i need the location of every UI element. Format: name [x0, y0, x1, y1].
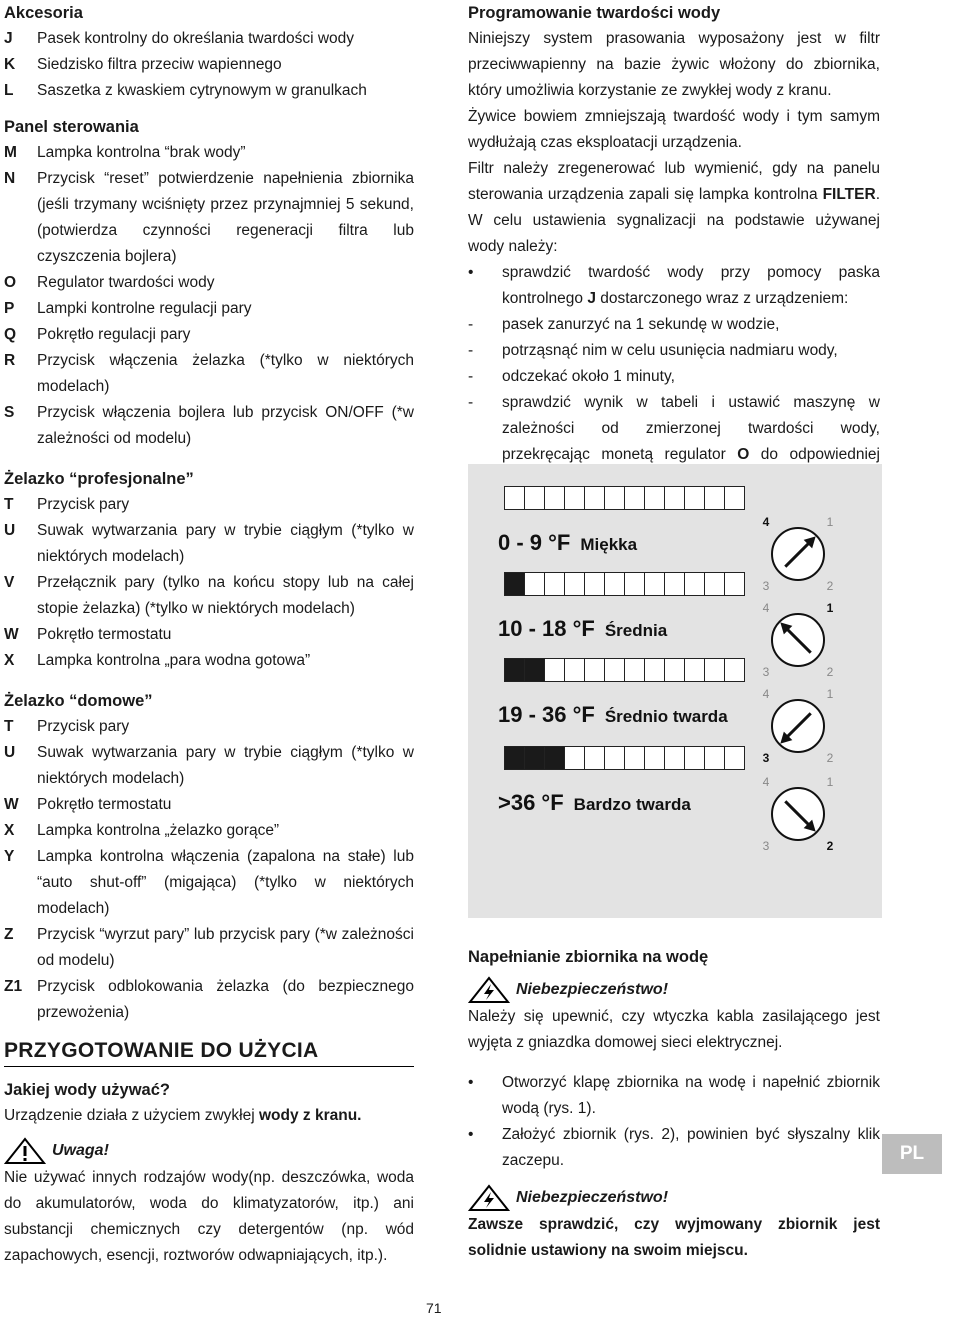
strip-cell [645, 573, 665, 595]
strip-cell [525, 659, 545, 681]
strip-cell [545, 487, 565, 509]
svg-text:2: 2 [826, 751, 834, 765]
strip-cell [725, 487, 744, 509]
language-tab: PL [882, 1134, 942, 1174]
strip-cell [505, 747, 525, 769]
hardness-name: Miękka [580, 535, 638, 554]
item-text: Przycisk “reset” potwierdzenie napełnienia zbiornika (jeśli trzymany wciśnięty przez przynajmniej 5 sekund, (potwierdza czynności regeneracji filtra lub czyszczenia bojlera) [37, 170, 414, 265]
item-key: J [4, 30, 13, 47]
home-iron-list [4, 714, 414, 1026]
hardness-band [498, 702, 728, 728]
item-key: M [4, 144, 17, 161]
home-iron-item [4, 844, 414, 922]
pro-iron-item [4, 570, 414, 622]
home-iron-title: Żelazko “domowe” [4, 692, 153, 710]
hardness-name: Średnia [604, 621, 668, 640]
left-column [4, 0, 414, 1269]
danger2-text: Zawsze sprawdzić, czy wyjmowany zbiornik jest solidnie ustawiony na swoim miejscu. [468, 1216, 880, 1259]
danger-text: Należy się upewnić, czy wtyczka kabla zasilającego jest wyjęta z gniazdka domowej sieci elektrycznej. [468, 1008, 880, 1051]
strip-cell [685, 573, 705, 595]
strip-cell [565, 487, 585, 509]
svg-text:4: 4 [762, 515, 770, 529]
water-line: Urządzenie działa z użyciem zwykłej wody z kranu. [4, 1107, 362, 1124]
hardness-p3: Filtr należy zregenerować lub wymienić, gdy na panelu sterowania urządzenia zapali się lampka kontrolna FILTER. W celu ustawienia sygnalizacji na podstawie używanej wody należy: [468, 160, 880, 255]
control-item [4, 140, 414, 166]
item-text: Pokrętło termostatu [37, 626, 172, 643]
hardness-p1: Niniejszy system prasowania wyposażony jest w filtr przeciwwapienny na bazie żywic włożony do zbiornika, który umożliwia korzystanie ze zwykłej wody z kranu. [468, 30, 880, 99]
strip-cell [585, 659, 605, 681]
strip-cell [605, 573, 625, 595]
item-text: Przełącznik pary (tylko na końcu stopy lub na całej stopie żelazka) (*tylko w niektórych modelach) [37, 574, 414, 617]
pro-iron-list [4, 492, 414, 674]
hardness-band [498, 790, 691, 816]
strip-cell [645, 659, 665, 681]
item-key: T [4, 496, 14, 513]
section-divider [4, 1066, 414, 1067]
strip-cell [645, 747, 665, 769]
strip-cell [585, 573, 605, 595]
item-text: Przycisk pary [37, 496, 130, 513]
svg-text:2: 2 [826, 579, 834, 593]
item-text: Lampka kontrolna „żelazko gorące” [37, 822, 280, 839]
water-hardness-dial-icon [758, 686, 838, 766]
item-key: L [4, 82, 14, 99]
strip-cell [665, 573, 685, 595]
item-text: Przycisk odblokowania żelazka (do bezpiecznego przewożenia) [37, 978, 414, 1021]
item-key: X [4, 652, 15, 669]
item-text: Siedzisko filtra przeciw wapiennego [37, 56, 282, 73]
item-text: Saszetka z kwaskiem cytrynowym w granulkach [37, 82, 367, 99]
item-text: Regulator twardości wody [37, 274, 215, 291]
strip-cell [605, 747, 625, 769]
strip-cell [665, 747, 685, 769]
home-iron-item [4, 740, 414, 792]
control-panel-title: Panel sterowania [4, 118, 139, 136]
item-key: K [4, 56, 16, 73]
electric-hazard-icon [468, 976, 510, 1004]
item-key: V [4, 574, 15, 591]
item-key: X [4, 822, 15, 839]
pro-iron-item [4, 648, 414, 674]
accessory-item [4, 78, 414, 104]
strip-cell [565, 573, 585, 595]
water-hardness-dial-icon [758, 600, 838, 680]
home-iron-item [4, 922, 414, 974]
strip-cell [625, 487, 645, 509]
strip-cell [705, 487, 725, 509]
strip-cell [725, 659, 744, 681]
strip-cell [665, 487, 685, 509]
home-iron-item [4, 792, 414, 818]
strip-cell [685, 487, 705, 509]
hardness-name: Bardzo twarda [573, 795, 691, 814]
strip-cell [505, 487, 525, 509]
accessories-list [4, 26, 414, 104]
strip-cell [585, 747, 605, 769]
strip-cell [585, 487, 605, 509]
svg-text:2: 2 [826, 665, 834, 679]
strip-cell [625, 659, 645, 681]
test-strip [504, 658, 745, 682]
item-text: Przycisk pary [37, 718, 130, 735]
pro-iron-title: Żelazko “profesjonalne” [4, 470, 194, 488]
caution-text: Nie używać innych rodzajów wody(np. deszczówka, woda do akumulatorów, woda do klimatyzatorów, itp.) ani substancji chemicznych czy detergentów (np. wód zapachowych, esencji, roztworów odwapniających, itp.). [4, 1169, 414, 1264]
strip-cell [525, 747, 545, 769]
strip-cell [645, 487, 665, 509]
home-iron-item [4, 818, 414, 844]
svg-text:1: 1 [826, 601, 834, 615]
prep-title: PRZYGOTOWANIE DO UŻYCIA [4, 1039, 319, 1062]
item-key: W [4, 626, 19, 643]
accessories-title: Akcesoria [4, 4, 83, 22]
item-text: Lampka kontrolna włączenia (zapalona na stałe) lub “auto shut-off” (migająca) (*tylko w niektórych modelach) [37, 848, 414, 917]
item-key: U [4, 522, 16, 539]
electric-hazard-icon [468, 1184, 510, 1212]
pro-iron-item [4, 518, 414, 570]
item-key: R [4, 352, 16, 369]
control-item [4, 348, 414, 400]
danger-heading: Niebezpieczeństwo! [468, 976, 880, 1004]
strip-cell [605, 487, 625, 509]
control-item [4, 322, 414, 348]
home-iron-item [4, 714, 414, 740]
strip-cell [665, 659, 685, 681]
item-text: Suwak wytwarzania pary w trybie ciągłym (*tylko w niektórych modelach) [37, 744, 414, 787]
item-key: P [4, 300, 15, 317]
svg-text:3: 3 [762, 839, 770, 853]
strip-cell [545, 573, 565, 595]
hardness-title: Programowanie twardości wody [468, 4, 721, 22]
control-item [4, 296, 414, 322]
hardness-range: 0 - 9 °F [498, 530, 571, 555]
strip-cell [705, 573, 725, 595]
step-2: - potrząsnąć nim w celu usunięcia nadmiaru wody, [468, 342, 838, 359]
item-key: S [4, 404, 15, 421]
accessory-item [4, 26, 414, 52]
item-key: N [4, 170, 16, 187]
water-question: Jakiej wody używać? [4, 1081, 170, 1099]
item-key: Y [4, 848, 15, 865]
control-panel-list [4, 140, 414, 452]
fill-step-1: • Otworzyć klapę zbiornika na wodę i napełnić zbiornik wodą (rys. 1). [468, 1074, 880, 1117]
control-item [4, 400, 414, 452]
water-hardness-dial-icon [758, 514, 838, 594]
item-key: W [4, 796, 19, 813]
fill-title: Napełnianie zbiornika na wodę [468, 948, 709, 966]
warning-triangle-icon [4, 1137, 46, 1165]
strip-cell [545, 747, 565, 769]
svg-text:2: 2 [826, 839, 834, 853]
svg-text:1: 1 [826, 775, 834, 789]
page-number: 71 [426, 1300, 442, 1316]
step-1: - pasek zanurzyć na 1 sekundę w wodzie, [468, 316, 780, 333]
item-text: Lampka kontrolna „para wodna gotowa” [37, 652, 311, 669]
right-column [468, 0, 880, 494]
item-text: Przycisk włączenia bojlera lub przycisk ON/OFF (*w zależności od modelu) [37, 404, 414, 447]
control-item [4, 166, 414, 270]
item-key: Q [4, 326, 17, 343]
hardness-band [498, 530, 637, 556]
strip-cell [625, 747, 645, 769]
strip-cell [565, 747, 585, 769]
fill-step-2: • Założyć zbiornik (rys. 2), powinien być słyszalny klik zaczepu. [468, 1126, 880, 1169]
hardness-range: 10 - 18 °F [498, 616, 595, 641]
hardness-p2: Żywice bowiem zmniejszają twardość wody i tym samym wydłużają czas eksploatacji urządzenia. [468, 108, 880, 151]
svg-text:4: 4 [762, 601, 770, 615]
svg-text:1: 1 [826, 687, 834, 701]
step-4: - sprawdzić wynik w tabeli i ustawić maszynę w zależności od zmierzonej twardości wody, przekręcając monetą regulator O do odpowiedniej [468, 394, 880, 463]
item-text: Przycisk włączenia żelazka (*tylko w niektórych modelach) [37, 352, 414, 395]
svg-text:3: 3 [762, 665, 770, 679]
accessory-item [4, 52, 414, 78]
svg-text:1: 1 [826, 515, 834, 529]
item-key: Z1 [4, 978, 23, 995]
strip-cell [685, 747, 705, 769]
hardness-table [468, 464, 882, 918]
strip-cell [705, 747, 725, 769]
item-text: Przycisk “wyrzut pary” lub przycisk pary (*w zależności od modelu) [37, 926, 414, 969]
item-key: Z [4, 926, 14, 943]
pro-iron-item [4, 622, 414, 648]
item-key: U [4, 744, 16, 761]
hardness-range: >36 °F [498, 790, 564, 815]
svg-text:3: 3 [762, 751, 770, 765]
item-text: Pasek kontrolny do określania twardości wody [37, 30, 355, 47]
strip-cell [705, 659, 725, 681]
strip-cell [545, 659, 565, 681]
item-key: O [4, 274, 17, 291]
item-text: Lampki kontrolne regulacji pary [37, 300, 252, 317]
pro-iron-item [4, 492, 414, 518]
hardness-range: 19 - 36 °F [498, 702, 595, 727]
hardness-band [498, 616, 667, 642]
test-strip [504, 572, 745, 596]
strip-cell [625, 573, 645, 595]
strip-cell [505, 573, 525, 595]
svg-text:4: 4 [762, 687, 770, 701]
fill-section [468, 944, 880, 1264]
hardness-name: Średnio twarda [604, 707, 728, 726]
strip-cell [505, 659, 525, 681]
home-iron-item [4, 974, 414, 1026]
strip-cell [565, 659, 585, 681]
water-hardness-dial-icon [758, 774, 838, 854]
strip-cell [685, 659, 705, 681]
strip-cell [725, 573, 744, 595]
item-key: T [4, 718, 14, 735]
danger2-heading: Niebezpieczeństwo! [468, 1184, 880, 1212]
svg-text:4: 4 [762, 775, 770, 789]
item-text: Pokrętło termostatu [37, 796, 172, 813]
strip-cell [725, 747, 744, 769]
step-3: - odczekać około 1 minuty, [468, 368, 675, 385]
test-strip [504, 746, 745, 770]
item-text: Suwak wytwarzania pary w trybie ciągłym (*tylko w niektórych modelach) [37, 522, 414, 565]
caution-heading: Uwaga! [4, 1137, 414, 1165]
item-text: Lampka kontrolna “brak wody” [37, 144, 246, 161]
item-text: Pokrętło regulacji pary [37, 326, 191, 343]
control-item [4, 270, 414, 296]
test-strip [504, 486, 745, 510]
strip-cell [605, 659, 625, 681]
strip-cell [525, 487, 545, 509]
bullet-check: • sprawdzić twardość wody przy pomocy paska kontrolnego J dostarczonego wraz z urządzeniem: [468, 264, 880, 307]
svg-text:3: 3 [762, 579, 770, 593]
strip-cell [525, 573, 545, 595]
